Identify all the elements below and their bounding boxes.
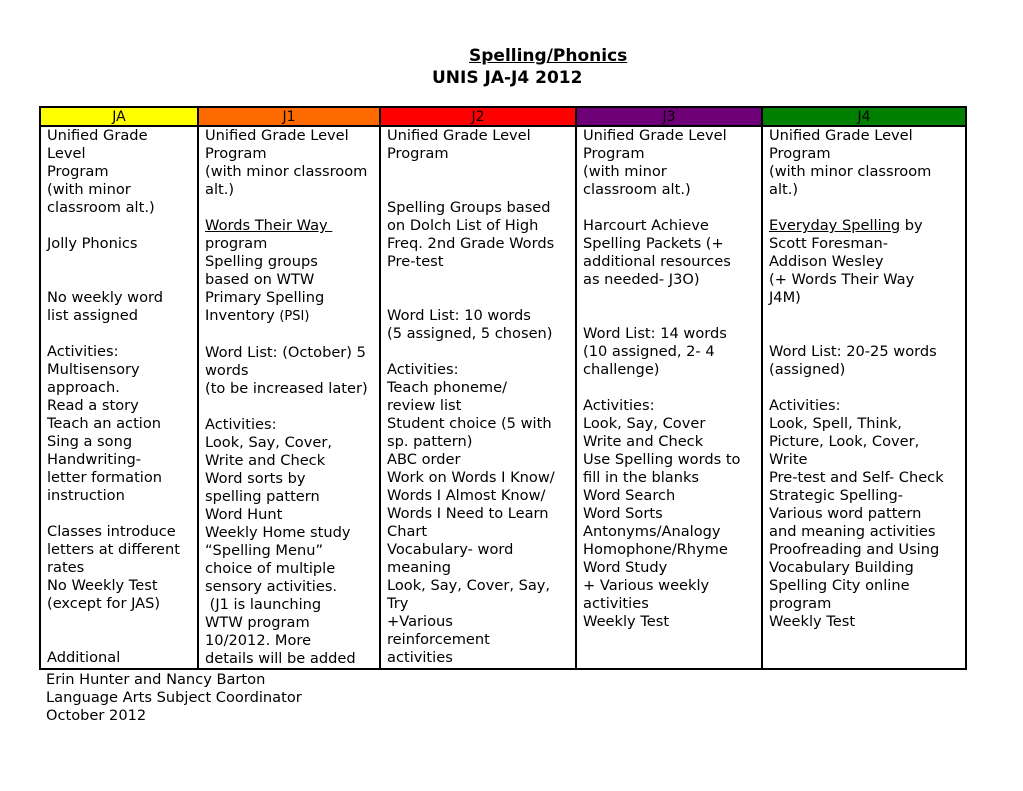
header-j4: J4: [762, 107, 966, 126]
cell-j4-text-a: Unified Grade Level Program (with minor classroom alt.): [769, 127, 932, 198]
cell-j4-text-b: by Scott Foresman- Addison Wesley (+ Words Their Way J4M) Word List: 20-25 words (assigned) Activities: Look, Spell, Think, Picture, Look, Cover, Write Pre-test and Self- Check Strategic Spelling- Various word pattern and meaning activities Proofreading and Using Vocabulary Building Spelling City online program Weekly Test: [769, 217, 944, 630]
footer-authors: Erin Hunter and Nancy Barton: [46, 671, 266, 688]
psi-label: (PSI): [279, 309, 310, 324]
page-subtitle: UNIS JA-J4 2012: [432, 68, 583, 88]
cell-j1-text-a: Unified Grade Level Program (with minor classroom alt.): [205, 127, 368, 198]
table-header-row: [40, 107, 966, 126]
header-j3: J3: [576, 107, 762, 126]
cell-j1-text-c: Word List: (October) 5 words (to be increased later) Activities: Look, Say, Cover, Write and Check Word sorts by spelling pattern Word Hunt Weekly Home study “Spelling Menu” choice of multiple sensory activities. (J1 is launching WTW program 10/2012. More details will be added: [205, 344, 368, 667]
curriculum-table: [39, 106, 967, 670]
cell-j1-text: [205, 127, 379, 668]
cell-j4: [762, 126, 966, 669]
header-ja: JA: [40, 107, 198, 126]
cell-j2: [380, 126, 576, 669]
page-title: Spelling/Phonics: [469, 46, 628, 66]
footer: [46, 671, 302, 725]
cell-ja-text: Unified Grade Level Program (with minor classroom alt.) Jolly Phonics No weekly word list assigned Activities: Multisensory approach. Read a story Teach an action Sing a song Handwriting- letter formation instruction Classes introduce letters at different rates No Weekly Test (except for JAS) Additional: [47, 127, 180, 666]
header-j1: J1: [198, 107, 380, 126]
everyday-spelling-link: Everyday Spelling: [769, 217, 901, 234]
cell-j3-text: Unified Grade Level Program (with minor classroom alt.) Harcourt Achieve Spelling Packets (+ additional resources as needed- J3O) Word List: 14 words (10 assigned, 2- 4 challenge) Activities: Look, Say, Cover Write and Check Use Spelling words to fill in the blanks Word Search Word Sorts Antonyms/Analogy Homophone/Rhyme Word Study + Various weekly activities Weekly Test: [583, 127, 741, 630]
cell-j2-text: Unified Grade Level Program Spelling Groups based on Dolch List of High Freq. 2nd Grade Words Pre-test Word List: 10 words (5 assigned, 5 chosen) Activities: Teach phoneme/ review list Student choice (5 with sp. pattern) ABC order Work on Words I Know/ Words I Almost Know/ Words I Need to Learn Chart Vocabulary- word meaning Look, Say, Cover, Say, Try +Various reinforcement activities: [387, 127, 555, 666]
cell-j1: [198, 126, 380, 669]
words-their-way-link: Words Their Way: [205, 217, 333, 234]
footer-role: Language Arts Subject Coordinator: [46, 689, 302, 706]
cell-j1-text-b: program Spelling groups based on WTW Primary Spelling Inventory: [205, 235, 325, 324]
cell-j4-text: [769, 127, 965, 631]
footer-date: October 2012: [46, 707, 147, 724]
cell-j3: [576, 126, 762, 669]
cell-ja: [40, 126, 198, 669]
table-row: [40, 126, 966, 669]
header-j2: J2: [380, 107, 576, 126]
